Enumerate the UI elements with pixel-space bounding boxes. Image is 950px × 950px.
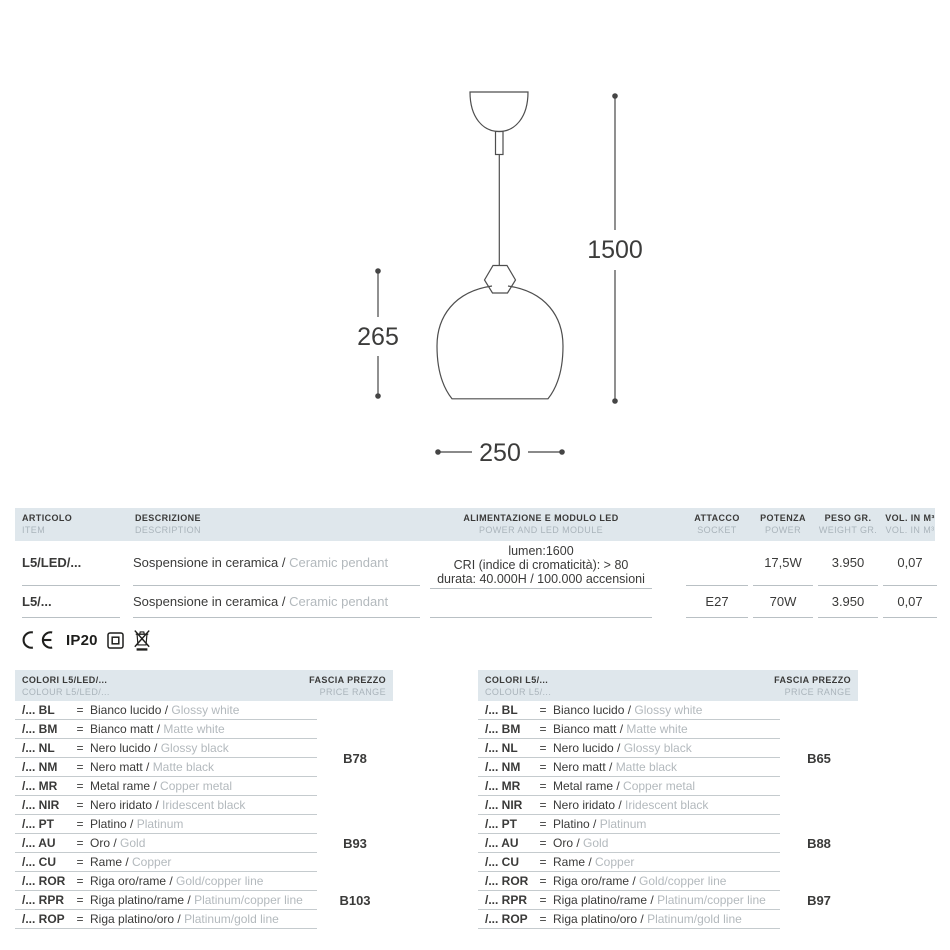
color-row <box>478 834 780 853</box>
color-code: /... ROP <box>22 912 65 926</box>
equals-sign: = <box>539 741 547 755</box>
header-vol-en: VOL. IN M³ <box>885 525 935 535</box>
equals-sign: = <box>539 855 547 869</box>
color-row <box>15 834 317 853</box>
color-name-en: Gold <box>583 836 609 850</box>
header-potenza-it: POTENZA <box>760 513 806 523</box>
equals-sign: = <box>76 741 84 755</box>
header-vol-it: VOL. IN M³ <box>885 513 935 523</box>
color-name: Riga oro/rame / Gold/copper line <box>90 874 264 888</box>
led-module-specs <box>430 586 652 618</box>
article-description <box>133 541 420 586</box>
color-row <box>15 777 317 796</box>
color-name: Nero matt / Matte black <box>553 760 678 774</box>
ip-rating-label: IP20 <box>66 631 98 649</box>
header-alimentazione-it: ALIMENTAZIONE E MODULO LED <box>463 513 619 523</box>
col-header-alimentazione <box>430 513 652 535</box>
color-name-en: Platinum/gold line <box>647 912 742 926</box>
color-row <box>478 910 780 929</box>
power-value: 17,5W <box>753 541 813 586</box>
col-header-attacco <box>686 513 748 535</box>
socket-value: E27 <box>686 586 748 618</box>
color-code: /... NM <box>22 760 58 774</box>
equals-sign: = <box>539 722 547 736</box>
color-name-en: Gold/copper line <box>639 874 727 888</box>
color-code: /... NM <box>485 760 521 774</box>
equals-sign: = <box>76 912 84 926</box>
equals-sign: = <box>76 836 84 850</box>
color-name: Bianco matt / Matte white <box>90 722 225 736</box>
color-price-group <box>478 872 858 929</box>
color-code: /... BL <box>22 703 55 717</box>
color-name: Platino / Platinum <box>553 817 647 831</box>
power-value: 70W <box>753 586 813 618</box>
color-code: /... MR <box>22 779 58 793</box>
equals-sign: = <box>539 703 547 717</box>
equals-sign: = <box>539 874 547 888</box>
color-name-en: Gold <box>120 836 146 850</box>
color-name: Bianco lucido / Glossy white <box>90 703 240 717</box>
color-title-it: COLORI L5/... <box>485 674 549 685</box>
color-price-group <box>15 872 393 929</box>
color-name: Rame / Copper <box>90 855 172 869</box>
color-row <box>478 796 780 815</box>
price-range-value: B78 <box>343 750 367 766</box>
color-table-header <box>478 670 858 701</box>
header-articolo-it: ARTICOLO <box>22 513 73 523</box>
color-row <box>15 796 317 815</box>
equals-sign: = <box>539 836 547 850</box>
color-name: Riga platino/rame / Platinum/copper line <box>90 893 303 907</box>
color-name-en: Platinum <box>599 817 647 831</box>
header-descrizione-it: DESCRIZIONE <box>135 513 201 523</box>
color-name: Rame / Copper <box>553 855 635 869</box>
ce-mark-icon <box>20 629 57 651</box>
color-name: Riga platino/oro / Platinum/gold line <box>553 912 742 926</box>
color-row <box>15 701 317 720</box>
dim-label-250: 250 <box>479 439 521 467</box>
description-it: Sospensione in ceramica / <box>133 594 290 609</box>
color-title-en: COLOUR L5/... <box>485 686 552 697</box>
class-ii-insulation-icon <box>107 632 124 649</box>
connector-shape <box>485 266 516 294</box>
equals-sign: = <box>76 817 84 831</box>
col-header-potenza <box>753 513 813 535</box>
color-row <box>478 872 780 891</box>
color-price-group <box>15 701 393 815</box>
color-price-group <box>478 701 858 815</box>
header-attacco-en: SOCKET <box>697 525 737 535</box>
color-row <box>15 872 317 891</box>
color-row <box>15 758 317 777</box>
col-header-articolo <box>22 513 72 535</box>
color-name-en: Matte white <box>626 722 688 736</box>
color-table-header <box>15 670 393 701</box>
color-code: /... ROP <box>485 912 528 926</box>
color-name: Bianco lucido / Glossy white <box>553 703 703 717</box>
color-table-standard-version <box>478 670 858 929</box>
price-range-header-it: FASCIA PREZZO <box>774 674 851 685</box>
color-price-group <box>15 815 393 872</box>
article-code: L5/LED/... <box>22 541 120 586</box>
canopy-shape <box>470 92 528 132</box>
color-name: Oro / Gold <box>553 836 609 850</box>
header-attacco-it: ATTACCO <box>694 513 740 523</box>
color-groups <box>478 701 858 929</box>
volume-value: 0,07 <box>883 541 937 586</box>
header-peso-en: WEIGHT GR. <box>818 525 878 535</box>
color-name-en: Platinum/copper line <box>657 893 766 907</box>
equals-sign: = <box>76 703 84 717</box>
equals-sign: = <box>76 722 84 736</box>
header-articolo-en: ITEM <box>22 525 46 535</box>
color-code: /... BL <box>485 703 518 717</box>
color-name: Metal rame / Copper metal <box>90 779 233 793</box>
color-code: /... NIR <box>485 798 523 812</box>
color-row <box>15 739 317 758</box>
volume-value: 0,07 <box>883 586 937 618</box>
color-name-en: Platinum/gold line <box>184 912 279 926</box>
color-row <box>15 815 317 834</box>
color-code: /... NL <box>485 741 518 755</box>
header-descrizione-en: DESCRIPTION <box>135 525 201 535</box>
color-name: Bianco matt / Matte white <box>553 722 688 736</box>
dim-label-1500: 1500 <box>587 236 643 264</box>
color-name-en: Matte white <box>163 722 225 736</box>
color-name-en: Iridescent black <box>162 798 246 812</box>
socket-value <box>686 541 748 586</box>
color-name-en: Iridescent black <box>625 798 709 812</box>
color-name-en: Gold/copper line <box>176 874 264 888</box>
col-header-descrizione <box>135 513 201 535</box>
color-name-en: Platinum/copper line <box>194 893 303 907</box>
color-row <box>15 891 317 910</box>
color-row <box>15 720 317 739</box>
color-name: Riga oro/rame / Gold/copper line <box>553 874 727 888</box>
color-row <box>478 720 780 739</box>
led-lumen: lumen:1600 <box>508 544 574 558</box>
equals-sign: = <box>76 779 84 793</box>
equals-sign: = <box>76 798 84 812</box>
dimension-body-height <box>357 268 399 399</box>
color-name-en: Matte black <box>615 760 678 774</box>
canopy-stem <box>496 132 504 155</box>
col-header-vol <box>883 513 937 535</box>
color-title-it: COLORI L5/LED/... <box>22 674 108 685</box>
dimension-total-drop <box>587 93 643 404</box>
color-row <box>478 853 780 872</box>
led-module-specs <box>430 541 652 589</box>
color-name-en: Glossy black <box>160 741 229 755</box>
color-code: /... CU <box>22 855 57 869</box>
color-name-en: Glossy black <box>623 741 692 755</box>
color-price-group <box>478 815 858 872</box>
color-code: /... NIR <box>22 798 60 812</box>
led-cri: CRI (indice di cromaticità): > 80 <box>453 558 629 572</box>
color-name-en: Copper metal <box>623 779 696 793</box>
equals-sign: = <box>539 760 547 774</box>
led-life: durata: 40.000H / 100.000 accensioni <box>437 572 645 586</box>
description-en: Ceramic pendant <box>289 555 389 570</box>
col-header-peso <box>818 513 878 535</box>
color-name-en: Copper <box>132 855 172 869</box>
color-code: /... AU <box>22 836 56 850</box>
color-row <box>478 701 780 720</box>
color-row <box>478 739 780 758</box>
dimension-body-width <box>435 439 565 467</box>
equals-sign: = <box>539 893 547 907</box>
color-code: /... CU <box>485 855 520 869</box>
equals-sign: = <box>76 855 84 869</box>
equals-sign: = <box>539 779 547 793</box>
description-it: Sospensione in ceramica / <box>133 555 290 570</box>
color-code: /... ROR <box>485 874 529 888</box>
sphere-shade <box>437 286 563 399</box>
color-code: /... NL <box>22 741 55 755</box>
color-row <box>478 758 780 777</box>
color-code: /... PT <box>22 817 55 831</box>
color-name: Riga platino/rame / Platinum/copper line <box>553 893 766 907</box>
article-description <box>133 586 420 618</box>
color-name: Nero lucido / Glossy black <box>553 741 692 755</box>
dim-label-265: 265 <box>357 323 399 351</box>
color-groups <box>15 701 393 929</box>
color-code: /... PT <box>485 817 518 831</box>
color-code: /... RPR <box>22 893 65 907</box>
header-peso-it: PESO GR. <box>824 513 872 523</box>
color-name: Nero lucido / Glossy black <box>90 741 229 755</box>
price-range-value: B93 <box>343 836 367 851</box>
color-code: /... AU <box>485 836 519 850</box>
color-row <box>15 910 317 929</box>
color-name-en: Glossy white <box>634 703 703 717</box>
price-range-value: B103 <box>339 893 371 908</box>
description-en: Ceramic pendant <box>289 594 389 609</box>
color-name-en: Copper metal <box>160 779 233 793</box>
price-range-header-en: PRICE RANGE <box>784 686 851 697</box>
price-range-header-it: FASCIA PREZZO <box>309 674 386 685</box>
color-table-led-version <box>15 670 393 929</box>
price-range-value: B97 <box>807 893 831 908</box>
color-name-en: Copper <box>595 855 635 869</box>
color-name: Nero matt / Matte black <box>90 760 215 774</box>
color-row <box>478 815 780 834</box>
equals-sign: = <box>539 817 547 831</box>
price-range-header-en: PRICE RANGE <box>319 686 386 697</box>
weee-crossed-bin-icon <box>133 628 151 652</box>
header-alimentazione-en: POWER AND LED MODULE <box>478 525 604 535</box>
color-name: Riga platino/oro / Platinum/gold line <box>90 912 279 926</box>
header-potenza-en: POWER <box>764 525 801 535</box>
equals-sign: = <box>76 874 84 888</box>
color-row <box>478 777 780 796</box>
article-code: L5/... <box>22 586 120 618</box>
color-name-en: Matte black <box>152 760 215 774</box>
color-title-en: COLOUR L5/LED/... <box>22 686 110 697</box>
price-range-value: B65 <box>807 750 831 766</box>
equals-sign: = <box>539 798 547 812</box>
color-row <box>15 853 317 872</box>
color-name: Platino / Platinum <box>90 817 184 831</box>
weight-value: 3.950 <box>818 586 878 618</box>
color-name-en: Glossy white <box>171 703 240 717</box>
equals-sign: = <box>76 893 84 907</box>
equals-sign: = <box>539 912 547 926</box>
color-code: /... MR <box>485 779 521 793</box>
equals-sign: = <box>76 760 84 774</box>
color-code: /... BM <box>22 722 58 736</box>
certification-icons-row <box>20 627 151 653</box>
color-name: Nero iridato / Iridescent black <box>553 798 709 812</box>
weight-value: 3.950 <box>818 541 878 586</box>
color-code: /... BM <box>485 722 521 736</box>
color-row <box>478 891 780 910</box>
color-name: Nero iridato / Iridescent black <box>90 798 246 812</box>
color-name: Metal rame / Copper metal <box>553 779 696 793</box>
color-code: /... ROR <box>22 874 66 888</box>
color-name: Oro / Gold <box>90 836 146 850</box>
color-code: /... RPR <box>485 893 528 907</box>
color-name-en: Platinum <box>136 817 184 831</box>
price-range-value: B88 <box>807 836 831 851</box>
